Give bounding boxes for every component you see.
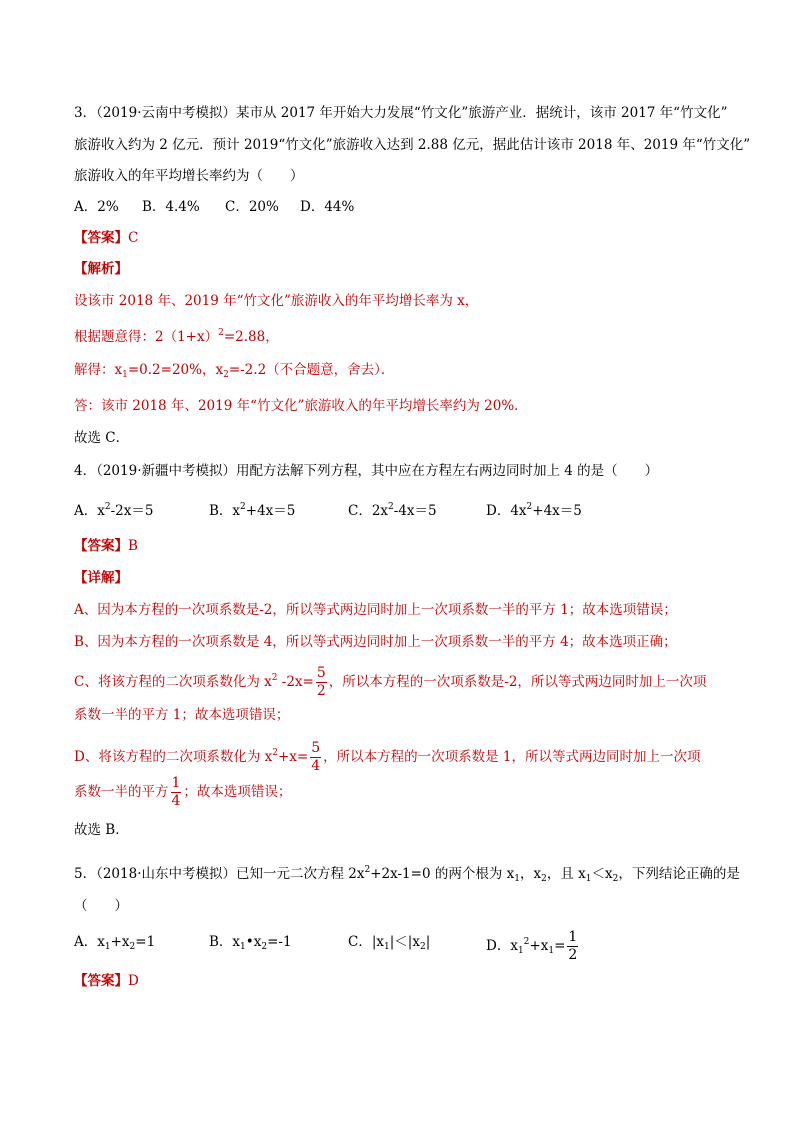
q4-detail-c-line2: 系数一半的平方 1；故本选项错误；: [74, 707, 290, 723]
answer-tag: 【答案】: [74, 230, 128, 246]
superscript: 2: [526, 502, 533, 512]
text: =0.2=20%，x: [127, 362, 224, 378]
fraction: [310, 740, 321, 775]
q5-options: [74, 922, 634, 964]
text: B．x: [209, 503, 241, 519]
q3-stem-line3: 旅游收入的年平均增长率约为（ ）: [74, 168, 304, 184]
denominator: 4: [171, 793, 181, 809]
q3-analysis-line4: 答：该市 2018 年、2019 年“竹文化”旅游收入的年平均增长率约为 20%．: [74, 398, 528, 414]
q5-option-d: [486, 922, 580, 971]
text: =2.88，: [223, 329, 279, 345]
q3-stem-line1: 3．（2019·云南中考模拟）某市从 2017 年开始大力发展“竹文化”旅游产业．据统计，该市 2017 年“竹文化”: [74, 105, 728, 121]
superscript: 2: [240, 502, 246, 512]
text: ，所以本方程的一次项系数是-2，所以等式两边同时加上一次项: [328, 674, 707, 690]
text: 系数一半的平方: [74, 784, 169, 800]
q3-option-c: C．20%: [225, 199, 279, 215]
subscript: 2: [261, 942, 268, 952]
text: ，下列结论正确的是: [618, 866, 740, 882]
text: -4x＝5: [393, 503, 437, 519]
q3-option-a: A．2%: [74, 199, 119, 215]
q4-detail-b: B、因为本方程的一次项系数是 4，所以等式两边同时加上一次项系数一半的平方 4；故本选项正确；: [74, 634, 677, 650]
text: +x: [110, 934, 130, 950]
text: 5．（2018·山东中考模拟）已知一元二次方程 2x: [74, 866, 365, 882]
q4-detail-d-line2: [74, 772, 291, 812]
text: +2x-1=0 的两个根为 x: [370, 866, 515, 882]
text: C．|x: [348, 934, 384, 950]
q4-detail-tag: 【详解】: [74, 570, 128, 586]
q4-answer: [74, 536, 138, 556]
denominator: 4: [311, 758, 321, 774]
subscript: 2: [129, 942, 136, 952]
superscript: 2: [271, 673, 278, 683]
q3-option-b: B．4.4%: [142, 199, 200, 215]
q5-option-a: [74, 922, 155, 967]
q5-option-c: [348, 922, 430, 967]
subscript: 1: [240, 942, 246, 952]
superscript: 2: [218, 328, 224, 338]
text: A．x: [74, 503, 105, 519]
denominator: 2: [316, 683, 326, 699]
text: D．x: [486, 938, 518, 954]
q4-option-d: [486, 497, 582, 521]
q5-stem: [74, 860, 740, 889]
superscript: 2: [523, 937, 530, 947]
subscript: 2: [419, 942, 426, 952]
numerator: 5: [316, 665, 326, 681]
fraction: [171, 775, 182, 810]
q4-option-a: [74, 497, 153, 521]
text: =: [554, 938, 566, 954]
q3-analysis-tag: 【解析】: [74, 261, 128, 277]
subscript: 1: [104, 942, 111, 952]
text: B．x: [209, 934, 241, 950]
answer-value: B: [128, 538, 138, 554]
q5-option-b: [209, 922, 292, 967]
text: =-1: [267, 934, 292, 950]
text: ，x: [519, 866, 542, 882]
subscript: 1: [514, 874, 520, 884]
q4-detail-a: A、因为本方程的一次项系数是-2，所以等式两边同时加上一次项系数一半的平方 1；故本选项错误；: [74, 602, 677, 618]
text: ，所以本方程的一次项系数是 1，所以等式两边同时加上一次项: [323, 749, 701, 765]
denominator: 2: [568, 947, 578, 963]
text: |＜|x: [389, 934, 420, 950]
text: -2x＝5: [110, 503, 154, 519]
q5-paren: （ ）: [74, 898, 128, 914]
text: C、将该方程的二次项系数化为 x: [74, 674, 272, 690]
subscript: 1: [122, 370, 128, 380]
text: 解得：x: [74, 362, 123, 378]
q4-option-c: [348, 497, 437, 521]
fraction: [316, 665, 327, 700]
subscript: 2: [541, 874, 547, 884]
numerator: 5: [311, 740, 321, 756]
q3-analysis-line3: [74, 360, 394, 385]
text: ；故本选项错误；: [183, 784, 292, 800]
subscript: 2: [223, 370, 229, 380]
subscript: 2: [612, 874, 619, 884]
q4-detail-d-line1: [74, 733, 701, 777]
answer-tag: 【答案】: [74, 538, 128, 554]
text: +4x＝5: [532, 503, 582, 519]
answer-value: D: [128, 973, 139, 989]
text: +4x＝5: [245, 503, 296, 519]
answer-value: C: [128, 230, 139, 246]
q3-option-d: D．44%: [300, 199, 355, 215]
subscript: 1: [585, 874, 592, 884]
q4-conclusion: 故选 B．: [74, 822, 129, 838]
q3-analysis-line2: [74, 323, 279, 347]
text: =-2.2（不合题意，舍去）．: [228, 362, 395, 378]
q3-answer: [74, 228, 138, 248]
text: D．4x: [486, 503, 527, 519]
text: |: [425, 934, 431, 950]
superscript: 2: [364, 865, 371, 875]
text: ，且 x: [546, 866, 586, 882]
text: =1: [135, 934, 156, 950]
q3-stem-line2: 旅游收入约为 2 亿元．预计 2019“竹文化”旅游收入达到 2.88 亿元，据此估计该市 2018 年、2019 年“竹文化”: [74, 137, 751, 153]
numerator: 1: [568, 929, 578, 945]
text: +x: [529, 938, 549, 954]
q3-analysis-line1: 设该市 2018 年、2019 年“竹文化”旅游收入的年平均增长率为 x，: [74, 293, 479, 309]
text: ＜x: [591, 866, 613, 882]
answer-tag: 【答案】: [74, 973, 128, 989]
superscript: 2: [272, 748, 278, 758]
text: 根据题意得：2（1+x）: [74, 329, 219, 345]
text: •x: [245, 934, 262, 950]
q4-option-b: [209, 497, 295, 521]
text: +x=: [277, 749, 309, 765]
subscript: 1: [384, 942, 390, 952]
q4-stem: 4．（2019·新疆中考模拟）用配方法解下列方程，其中应在方程左右两边同时加上 4 的是（ ）: [74, 463, 659, 479]
q5-answer: [74, 971, 139, 991]
numerator: 1: [171, 775, 181, 791]
text: D、将该方程的二次项系数化为 x: [74, 749, 273, 765]
text: A．x: [74, 934, 105, 950]
subscript: 1: [517, 946, 524, 956]
subscript: 1: [548, 946, 555, 956]
fraction: [567, 929, 578, 964]
text: C．2x: [348, 503, 389, 519]
superscript: 2: [104, 502, 111, 512]
superscript: 2: [388, 502, 394, 512]
q3-conclusion: 故选 C．: [74, 430, 130, 446]
q4-detail-c-line1: [74, 658, 706, 702]
text: -2x=: [277, 674, 314, 690]
